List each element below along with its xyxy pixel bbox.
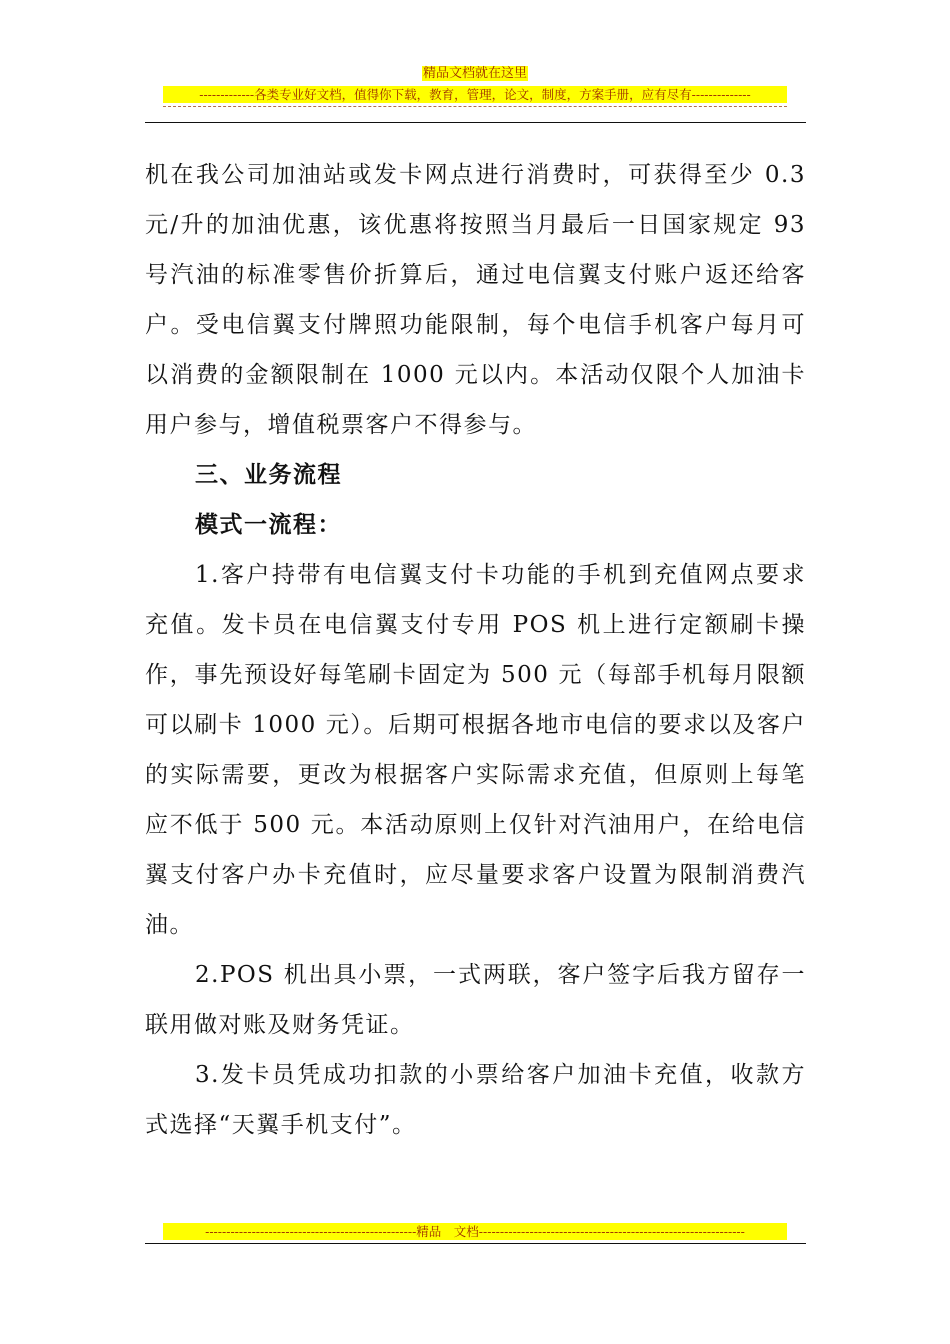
footer-bar: --------------------------------------------------精品 文档--------------------------------------------------------------- bbox=[163, 1223, 787, 1240]
footer-rule bbox=[145, 1243, 806, 1244]
header-title bbox=[0, 66, 950, 82]
paragraph-3: 2.POS 机出具小票，一式两联，客户签字后我方留存一联用做对账及财务凭证。 bbox=[145, 962, 806, 1038]
header-subtitle: -------------各类专业好文档，值得你下载，教育，管理，论文，制度，方案手册，应有尽有-------------- bbox=[163, 86, 787, 103]
section-heading: 三、业务流程 bbox=[195, 461, 342, 488]
header-rule bbox=[145, 122, 806, 123]
paragraph-1: 机在我公司加油站或发卡网点进行消费时，可获得至少 0.3 元/升的加油优惠，该优惠将按照当月最后一日国家规定 93 号汽油的标准零售价折算后，通过电信翼支付账户返还给客户。受电信翼支付牌照功能限制，每个电信手机客户每月可以消费的金额限制在 1000 元以内。本活动仅限个人加油卡用户参与，增值税票客户不得参与。 bbox=[145, 162, 806, 438]
document-body bbox=[145, 150, 806, 1150]
paragraph-2: 1.客户持带有电信翼支付卡功能的手机到充值网点要求充值。发卡员在电信翼支付专用 POS 机上进行定额刷卡操作，事先预设好每笔刷卡固定为 500 元（每部手机每月限额可以刷卡 1000 元）。后期可根据各地市电信的要求以及客户的实际需要，更改为根据客户实际需求充值，但原则上每笔应不低于 500 元。本活动原则上仅针对汽油用户，在给电信翼支付客户办卡充值时，应尽量要求客户设置为限制消费汽油。 bbox=[145, 562, 806, 938]
header-dashed-line bbox=[163, 106, 787, 115]
header-title-text: 精品文档就在这里 bbox=[422, 66, 527, 81]
subsection-heading: 模式一流程： bbox=[195, 511, 342, 538]
paragraph-4: 3.发卡员凭成功扣款的小票给客户加油卡充值，收款方式选择“天翼手机支付”。 bbox=[145, 1062, 806, 1138]
